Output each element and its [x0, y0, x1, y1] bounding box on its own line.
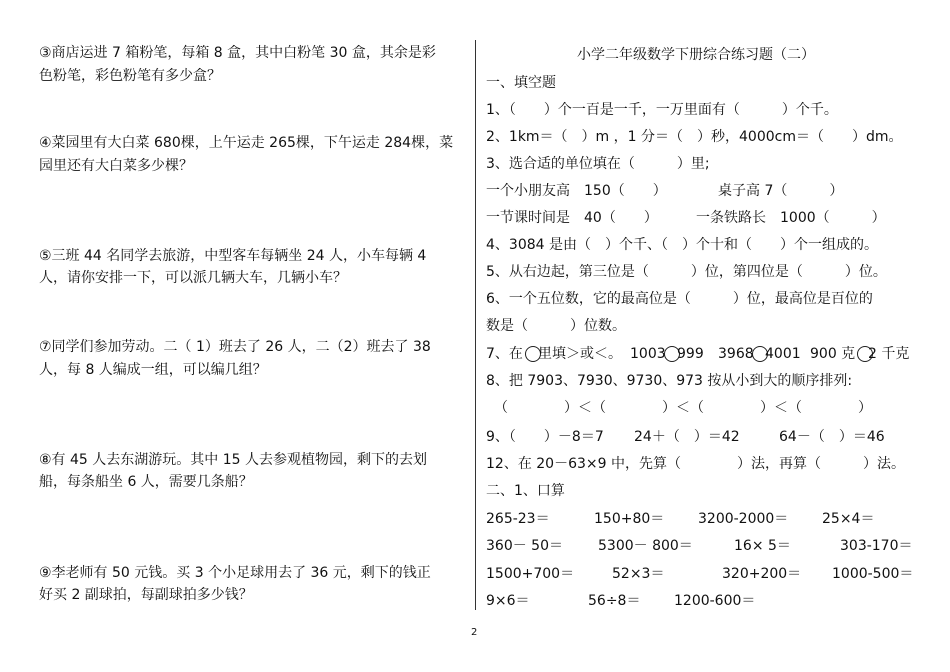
problem-9-line-1: ⑨李老师有 50 元钱。买 3 个小足球用去了 36 元，剩下的钱正 — [39, 565, 431, 581]
calc-item: 1500+700＝ — [486, 566, 575, 582]
calc-item: 25×4＝ — [822, 511, 875, 527]
calc-item: 150+80＝ — [594, 511, 665, 527]
question-1: 1、（ ）个一百是一千，一万里面有（ ）个千。 — [486, 102, 838, 118]
problem-9-line-2: 好买 2 副球拍，每副球拍多少钱？ — [39, 587, 253, 603]
compare-2-left: 3968 — [718, 346, 754, 362]
calc-item: 1200-600＝ — [674, 593, 756, 609]
question-8: 8、把 7903、7930、9730、973 按从小到大的顺序排列: — [486, 373, 853, 389]
problem-8-line-1: ⑧有 45 人去东湖游玩。其中 15 人去参观植物园，剩下的去划 — [39, 452, 427, 468]
calc-item: 16× 5＝ — [734, 538, 791, 554]
question-5: 5、从右边起，第三位是（ ）位，第四位是（ ）位。 — [486, 264, 887, 280]
calc-item: 265-23＝ — [486, 511, 550, 527]
calc-item: 1000-500＝ — [832, 566, 914, 582]
calc-item: 5300－ 800＝ — [598, 538, 693, 554]
question-3: 3、选合适的单位填在（ ）里; — [486, 156, 710, 172]
calc-item: 56÷8＝ — [588, 593, 641, 609]
calc-item: 320+200＝ — [722, 566, 802, 582]
question-2: 2、1km＝（ ）m ，1 分＝（ ）秒，4000cm＝（ ）dm。 — [486, 129, 903, 145]
question-9-c: 64－（ ）＝46 — [779, 429, 885, 445]
question-7-prefix: 7、在 — [486, 346, 523, 362]
question-9-b: 24＋（ ）＝42 — [634, 429, 740, 445]
worksheet-title: 小学二年级数学下册综合练习题（二） — [577, 47, 815, 63]
calc-item: 360－ 50＝ — [486, 538, 563, 554]
question-3-railway-length: 一条铁路长 1000（ ） — [696, 210, 886, 226]
problem-7-line-1: ⑦同学们参加劳动。二（ 1）班去了 26 人，二（2）班去了 38 — [39, 339, 431, 355]
problem-3-line-1: ③商店运进 7 箱粉笔，每箱 8 盒，其中白粉笔 30 盒，其余是彩 — [39, 45, 436, 61]
question-9-a: 9、（ ）－8＝7 — [486, 429, 604, 445]
calc-item: 9×6＝ — [486, 593, 530, 609]
question-3-table-height: 桌子高 7（ ） — [718, 183, 844, 199]
compare-3-right: 2 千克 — [868, 346, 910, 362]
question-8-order-blanks: （ ）＜（ ）＜（ ）＜（ ） — [494, 400, 872, 416]
problem-3-line-2: 色粉笔，彩色粉笔有多少盒？ — [39, 68, 221, 84]
question-3-class-time: 一节课时间是 40（ ） — [486, 210, 658, 226]
calc-item: 52×3＝ — [612, 566, 665, 582]
compare-1-right: 999 — [677, 346, 704, 362]
page-number: 2 — [471, 627, 478, 638]
question-4: 4、3084 是由（ ）个千、（ ）个十和（ ）个一组成的。 — [486, 237, 878, 253]
problem-8-line-2: 船，每条船坐 6 人，需要几条船？ — [39, 474, 253, 490]
compare-1-left: 1003 — [630, 346, 666, 362]
section-mental-math-heading: 二、1、口算 — [486, 483, 565, 499]
question-12: 12、在 20－63×9 中，先算（ ）法，再算（ ）法。 — [486, 456, 905, 472]
question-6-line-2: 数是（ ）位数。 — [486, 318, 626, 334]
compare-2-right: 4001 — [765, 346, 801, 362]
question-7-instruction: 里填＞或＜。 — [538, 346, 622, 362]
calc-item: 303-170＝ — [840, 538, 913, 554]
section-fill-blanks-heading: 一、填空题 — [486, 75, 556, 91]
problem-5-line-2: 人，请你安排一下，可以派几辆大车，几辆小车？ — [39, 270, 347, 286]
problem-4-line-2: 园里还有大白菜多少棵？ — [39, 158, 193, 174]
problem-5-line-1: ⑤三班 44 名同学去旅游，中型客车每辆坐 24 人，小车每辆 4 — [39, 248, 427, 264]
question-3-child-height: 一个小朋友高 150（ ） — [486, 183, 667, 199]
calc-item: 3200-2000＝ — [698, 511, 789, 527]
column-divider — [475, 40, 476, 610]
problem-4-line-1: ④菜园里有大白菜 680棵，上午运走 265棵，下午运走 284棵，菜 — [39, 135, 454, 151]
problem-7-line-2: 人，每 8 人编成一组，可以编几组？ — [39, 362, 267, 378]
compare-3-left: 900 克 — [810, 346, 856, 362]
question-6-line-1: 6、一个五位数，它的最高位是（ ）位，最高位是百位的 — [486, 291, 873, 307]
